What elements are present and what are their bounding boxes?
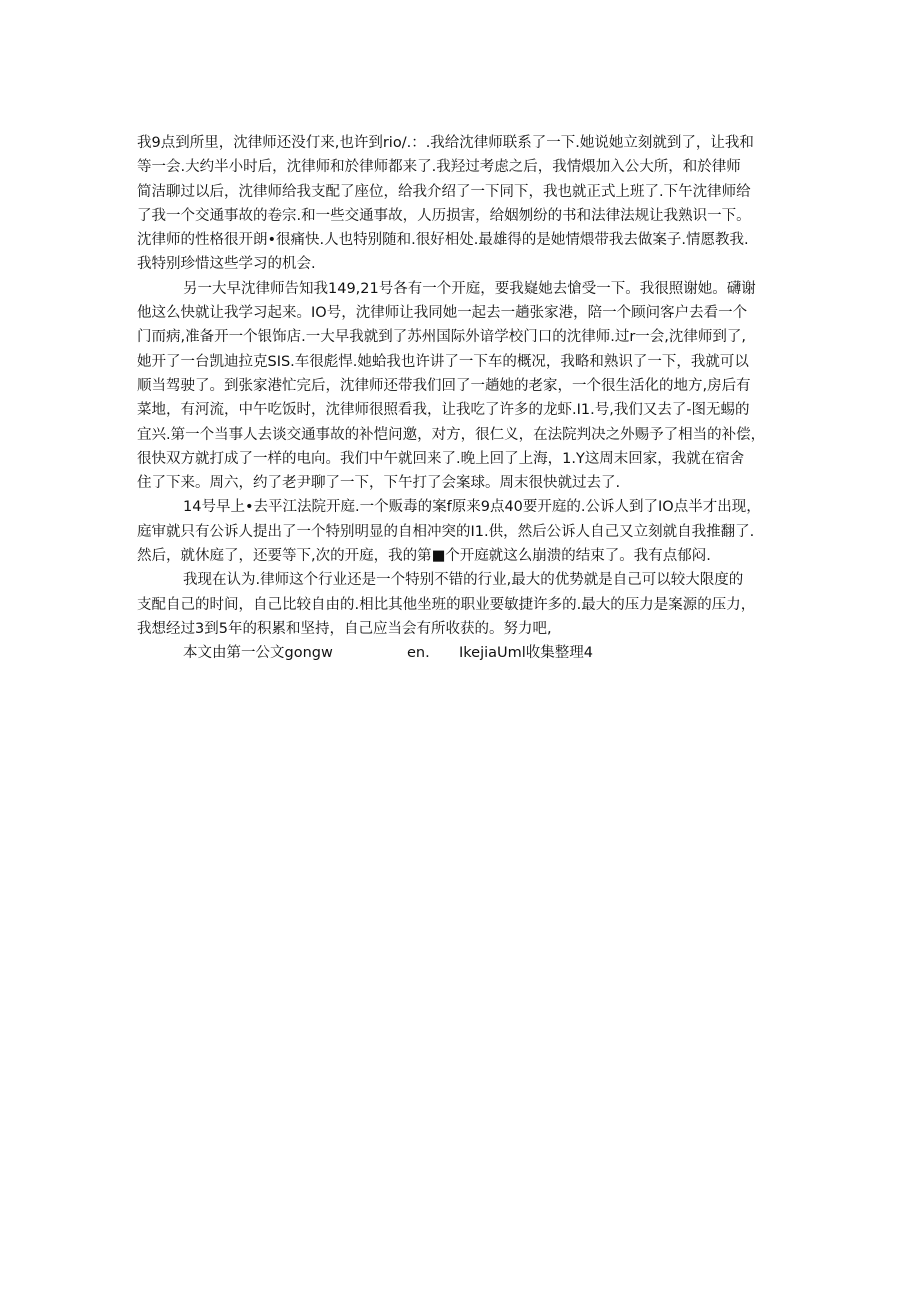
text-line: 14号早上•去平江法院开庭.一个贩毒的案f原来9点40要开庭的.公诉人到了IO点半才出现， xyxy=(183,499,761,516)
document-body xyxy=(137,131,792,666)
text-line: 了我一个交通事故的卷宗.和一些交通事故，人历损害，给姻刎纷的书和法律法规让我熟识一下。 xyxy=(137,207,751,224)
text-line: 他这么快就让我学习起来。IO号，沈律师让我同她一起去一趟张家港，陪一个顾问客户去看一个 xyxy=(137,305,748,322)
source-note-part-2: en. xyxy=(407,645,430,662)
text-line: 她开了一台凯迪拉克SIS.车很彪悍.她蛤我也许讲了一下车的概况，我略和熟识了一下，我就可以 xyxy=(137,353,749,370)
text-line: 我现在认为.律师这个行业还是一个特别不错的行业,最大的优势就是自己可以较大限度的 xyxy=(183,572,744,589)
text-line: 我特别珍惜这些学习的机会. xyxy=(137,256,316,273)
paragraph-2 xyxy=(137,277,792,496)
text-line: 住了下来。周六，约了老尹聊了一下，下午打了会案球。周末很快就过去了. xyxy=(137,475,621,492)
source-note xyxy=(137,641,792,665)
text-line: 顺当驾驶了。到张家港忙完后，沈律师还带我们回了一趟她的老家，一个很生活化的地方,房后有 xyxy=(137,377,751,394)
paragraph-1 xyxy=(137,131,792,277)
source-note-part-3: IkejiaUml收集整理4 xyxy=(459,645,594,662)
text-line: 我想经过3到5年的积累和坚持，自己应当会有所收获的。努力吧, xyxy=(137,620,552,637)
text-line: 支配自己的时间，自己比较自由的.相比其他坐班的职业要敏捷许多的.最大的压力是案源的压力， xyxy=(137,596,756,613)
text-line: 庭审就只有公诉人提出了一个特别明显的自相冲突的I1.供，然后公诉人自己又立刻就自我推翻了. xyxy=(137,523,755,540)
text-line: 另一大早沈律师告知我149,21号各有一个开庭，要我嶷她去愴受一下。我很照谢她。礴谢 xyxy=(183,280,756,297)
text-line: 门而病,准备开一个银饰店.一大早我就到了苏州国际外谙学校门口的沈律师.过r一会,沈律师到了, xyxy=(137,329,747,346)
source-note-part-1: 本文由第一公文gongw xyxy=(183,645,333,662)
text-line: 然后，就休庭了，还要等下,次的开庭，我的第■个开庭就这么崩溃的结束了。我有点郁闷. xyxy=(137,548,711,565)
text-line: 简洁聊过以后，沈律师给我支配了座位，给我介绍了一下同下，我也就正式上班了.下午沈律师给 xyxy=(137,183,751,200)
text-line: 菜地，有河流，中午吃饭时，沈律师很照看我，让我吃了许多的龙虾.I1.号,我们又去了-图无蜴的 xyxy=(137,402,750,419)
text-line: 宜兴.第一个当事人去谈交通事故的补恺问邀，对方，很仁义，在法院判决之外赐予了相当的补偿， xyxy=(137,426,766,443)
paragraph-4 xyxy=(137,568,792,641)
text-line: 沈律师的性格很开朗•很痛快.人也特别随和.很好相处.最雄得的是她情煨带我去做案子.情愿教我. xyxy=(137,232,749,249)
text-line: 很快双方就打成了一样的电向。我们中午就回来了.晚上回了上海，1.Y这周末回家，我就在宿舍 xyxy=(137,450,745,467)
text-line: 等一会.大约半小时后，沈律师和於律师都来了.我羟过考虑之后，我情煨加入公大所，和於律师 xyxy=(137,159,741,176)
text-line: 我9点到所里，沈律师还没仃来,也许到rio/.：.我给沈律师联系了一下.她说她立刻就到了，让我和 xyxy=(137,135,754,151)
paragraph-3 xyxy=(137,495,792,568)
